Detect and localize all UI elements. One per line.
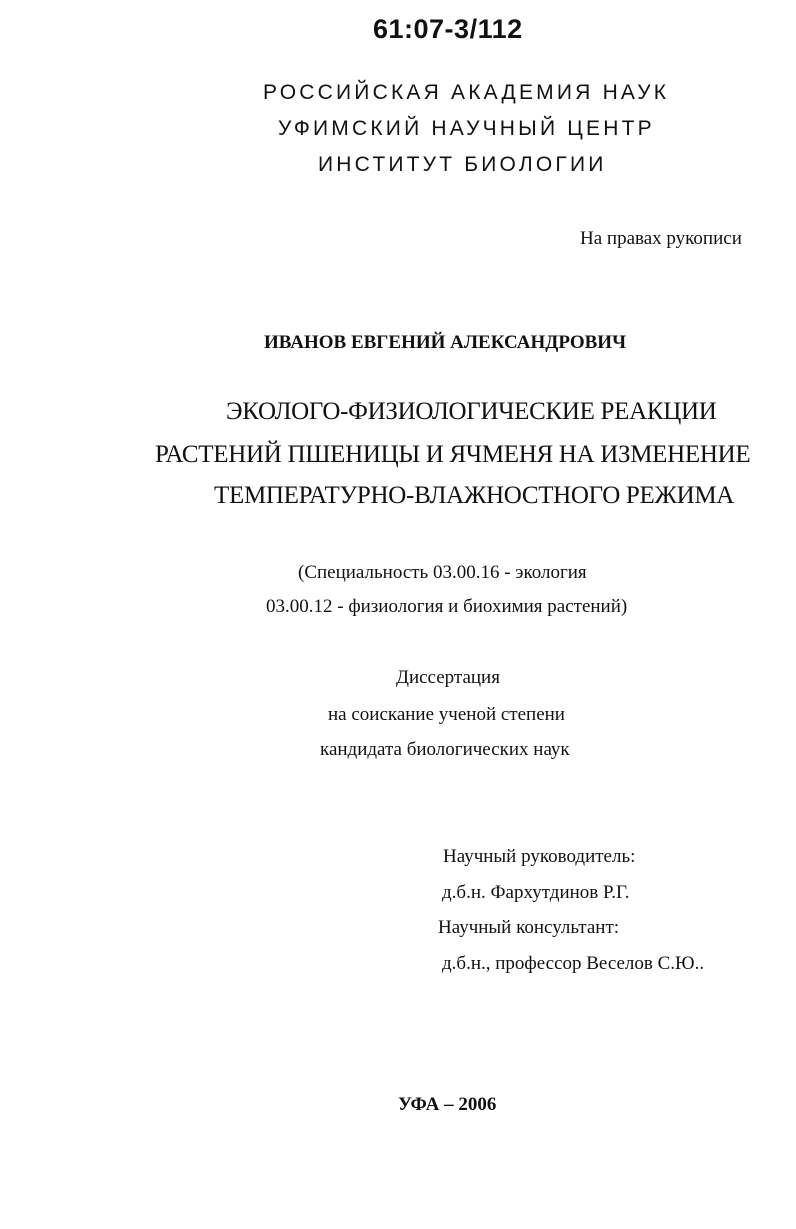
consultant-name: д.б.н., профессор Веселов С.Ю.. — [442, 953, 705, 974]
advisor-name: д.б.н. Фархутдинов Р.Г. — [442, 882, 630, 903]
consultant-label: Научный консультант: — [438, 917, 620, 938]
title-line: ЭКОЛОГО-ФИЗИОЛОГИЧЕСКИЕ РЕАКЦИИ — [226, 398, 717, 425]
institute-name: ИНСТИТУТ БИОЛОГИИ — [318, 153, 607, 176]
author-name: ИВАНОВ ЕВГЕНИЙ АЛЕКСАНДРОВИЧ — [264, 332, 627, 353]
title-line: ТЕМПЕРАТУРНО-ВЛАЖНОСТНОГО РЕЖИМА — [214, 482, 735, 509]
catalog-code: 61:07-3/112 — [373, 14, 523, 44]
degree-line: кандидата биологических наук — [320, 739, 570, 760]
manuscript-rights: На правах рукописи — [580, 228, 742, 249]
center-name: УФИМСКИЙ НАУЧНЫЙ ЦЕНТР — [278, 117, 655, 140]
academy-name: РОССИЙСКАЯ АКАДЕМИЯ НАУК — [263, 81, 670, 104]
advisor-label: Научный руководитель: — [443, 846, 636, 867]
city-year: УФА – 2006 — [398, 1094, 497, 1115]
specialty-line: (Специальность 03.00.16 - экология — [298, 562, 587, 583]
degree-line: Диссертация — [396, 667, 500, 688]
specialty-line: 03.00.12 - физиология и биохимия растений) — [266, 596, 628, 617]
degree-line: на соискание ученой степени — [328, 704, 565, 725]
title-line: РАСТЕНИЙ ПШЕНИЦЫ И ЯЧМЕНЯ НА ИЗМЕНЕНИЕ — [155, 441, 751, 468]
